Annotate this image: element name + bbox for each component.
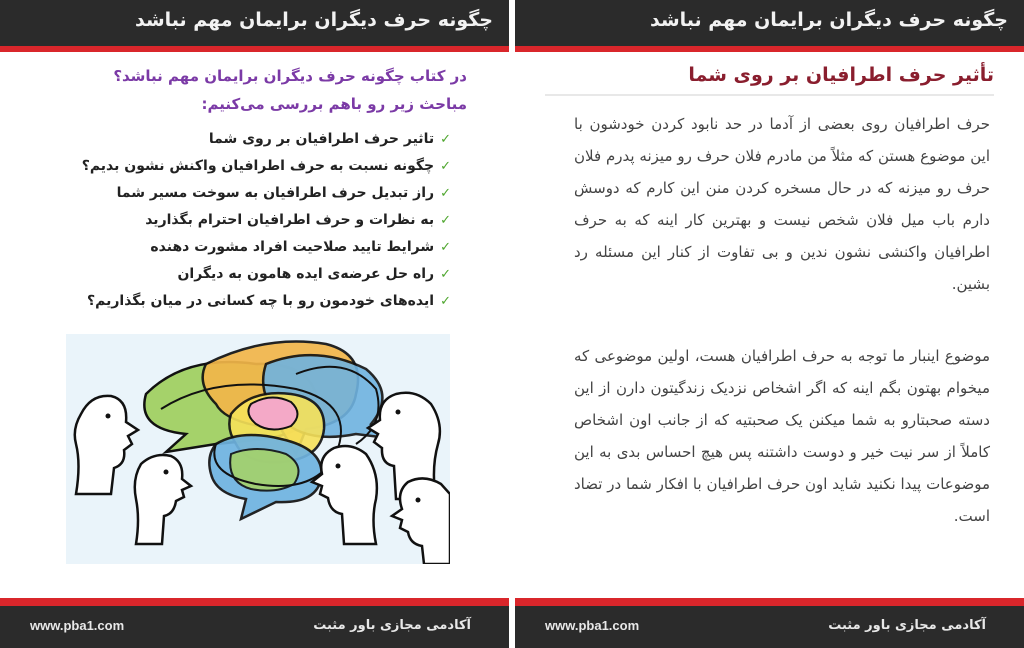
checklist-item-label: به نظرات و حرف اطرافیان احترام بگذارید [145, 212, 435, 228]
left-header-accent-bar [0, 46, 509, 52]
right-page-footer [515, 606, 1024, 648]
checklist-item-label: راه حل عرضه‌ی ایده هامون به دیگران [177, 266, 435, 282]
check-icon: ✓ [440, 132, 451, 147]
section-title: تأثیر حرف اطرافیان بر روی شما [688, 64, 994, 86]
left-page [0, 0, 509, 648]
left-page-footer [0, 606, 509, 648]
footer-website: www.pba1.com [545, 618, 640, 633]
checklist-item [41, 153, 451, 180]
footer-academy-name: آکادمی مجازی باور مثبت [828, 618, 986, 633]
checklist-item [41, 126, 451, 153]
check-icon: ✓ [440, 213, 451, 228]
check-icon: ✓ [440, 294, 451, 309]
checklist-item [41, 180, 451, 207]
footer-website: www.pba1.com [30, 618, 125, 633]
right-header-accent-bar [515, 46, 1024, 52]
check-icon: ✓ [440, 240, 451, 255]
footer-academy-name: آکادمی مجازی باور مثبت [313, 618, 471, 633]
checklist-item [41, 234, 451, 261]
body-paragraph-2: موضوع اینبار ما توجه به حرف اطرافیان هست، اولین موضوعی که میخوام بهتون بگم اینه که اگر اشخاص نزدیک زندگیتون دارن از این دسته صحبتارو به شما میکنن یک صحبتیه که از جانب اون اشخاص کاملاً از سر نیت خیر و دوست داشتنه پس هیچ احساس بدی به این موضوعات پیدا نکنید شاید اون حرف اطرافیان با افکار شما در تضاد است. [574, 347, 990, 525]
body-paragraph-1: حرف اطرافیان روی بعضی از آدما در حد نابود کردن خودشون با این موضوع هستن که مثلاً من مادرم فلان حرف رو میزنه پدرم فلان حرف رو میزنه که در حال مسخره کردن منن این کارم که دوسش دارم باب میل فلان شخص نیست و بهترین کار اینه که به حرف اطرافیان واکنشی نشون ندین و بی تفاوت از کنار این مسئله رد بشین. [574, 115, 990, 293]
right-page-header [515, 0, 1024, 46]
right-footer-accent-bar [515, 598, 1024, 606]
left-page-header [0, 0, 509, 46]
section-divider [545, 94, 994, 96]
checklist-item [41, 207, 451, 234]
checklist-item-label: شرایط تایید صلاحیت افراد مشورت دهنده [150, 239, 435, 255]
checklist-item [41, 288, 451, 315]
check-icon: ✓ [440, 267, 451, 282]
check-icon: ✓ [440, 186, 451, 201]
left-footer-accent-bar [0, 598, 509, 606]
intro-text: در کتاب چگونه حرف دیگران برایمان مهم نباشد؟ مباحث زیر رو باهم بررسی می‌کنیم: [113, 67, 467, 113]
left-header-title: چگونه حرف دیگران برایمان مهم نباشد [134, 9, 493, 31]
checklist-item [41, 261, 451, 288]
check-icon: ✓ [440, 159, 451, 174]
right-page [515, 0, 1024, 648]
checklist-item-label: راز تبدیل حرف اطرافیان به سوخت مسیر شما [116, 185, 435, 201]
checklist-item-label: ایده‌های خودمون رو با چه کسانی در میان بگذاریم؟ [86, 293, 435, 309]
topic-checklist [41, 126, 451, 315]
right-header-title: چگونه حرف دیگران برایمان مهم نباشد [649, 9, 1008, 31]
checklist-item-label: تاثیر حرف اطرافیان بر روی شما [208, 131, 435, 147]
checklist-item-label: چگونه نسبت به حرف اطرافیان واکنش نشون بدیم؟ [81, 158, 435, 174]
people-talking-illustration [66, 334, 450, 564]
